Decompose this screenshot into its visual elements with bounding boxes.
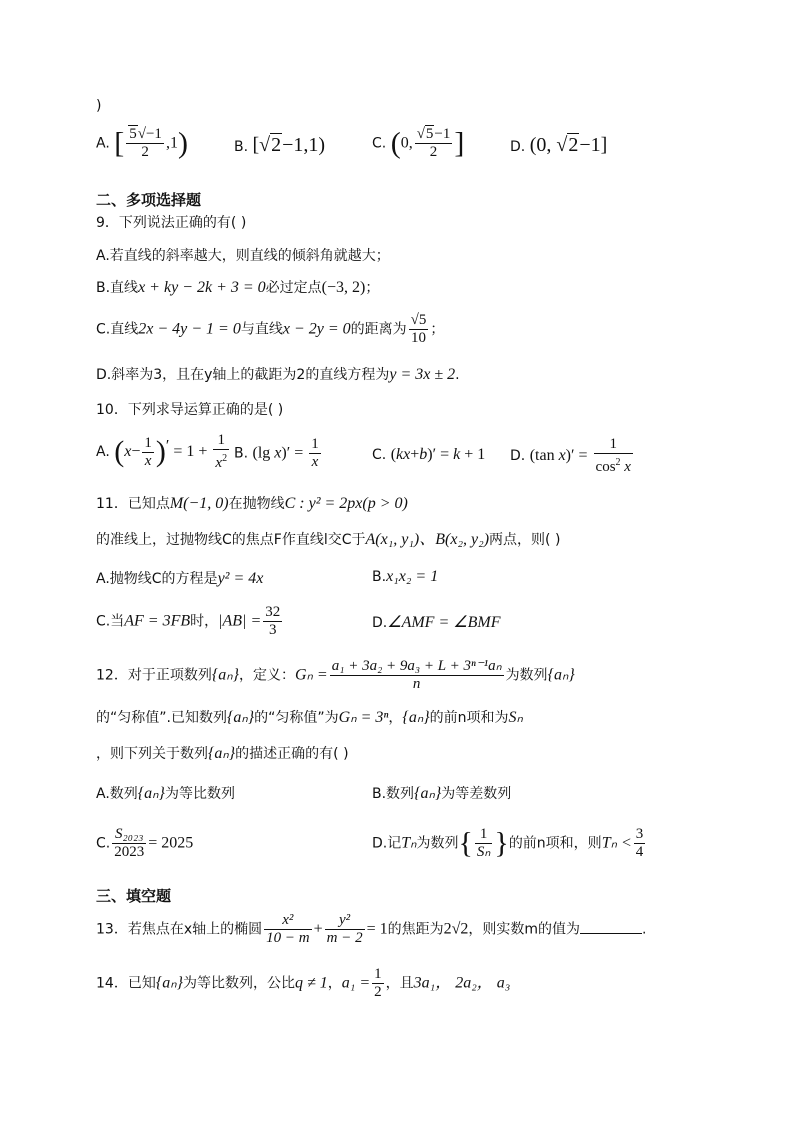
q13-answer-blank[interactable] bbox=[580, 919, 642, 934]
q9-option-d: D.斜率为3，且在y轴上的截距为2的直线方程为y = 3x ± 2. bbox=[96, 366, 460, 383]
q10-option-a: A. (x− $\frac{1}{x}$ )′ = 1 + $\frac{1}{x^2}$ bbox=[96, 432, 228, 471]
q12-g-fraction: $\frac{\text{a₁ + 3a₂ + 9a₃ + L + 3ⁿ⁻¹aₙ}}{n}$ bbox=[331, 658, 502, 692]
q9-distance-fraction: $\frac{√5}{10}$ bbox=[410, 312, 427, 346]
q11-option-b: B.x₁x₂ = 1 bbox=[372, 568, 439, 585]
q8-option-d: D. (0, √2−1] bbox=[510, 134, 608, 156]
q8-option-b: B. [√2−1,1) bbox=[234, 134, 326, 156]
q8-paren: ) bbox=[96, 98, 102, 114]
q12-s-fraction: $\frac{\text{S₂₀₂₃}}{2023}$ bbox=[114, 826, 145, 860]
q10-option-b: B. (lg x)′ = $\frac{1}{x}$ bbox=[234, 436, 319, 470]
q8-option-a-label: A. bbox=[96, 135, 110, 152]
q13-x-fraction: $\frac{\text{x²}}{10 - m}$ bbox=[266, 912, 310, 946]
q12-bound-fraction: $\frac{3}{4}$ bbox=[635, 826, 644, 860]
q9-option-c: C.直线2x − 4y − 1 = 0与直线x − 2y = 0的距离为 $\frac{√5}{10}$ ； bbox=[96, 312, 445, 346]
section-fill-in: 三、填空题 bbox=[96, 887, 172, 905]
q13-stem: 13．若焦点在x轴上的椭圆 $\frac{\text{x²}}{10 - m}$ + $\frac{\text{y²}}{m - 2}$ = 1的焦距为2√2，则实数m的值为 . bbox=[96, 912, 647, 946]
q12-option-d: D.记Tₙ为数列{ $\frac{1}{\text{Sₙ}}$ }的前n项和，则Tₙ < $\frac{3}{4}$ bbox=[372, 826, 644, 860]
q8-option-a: A. [ $\frac{5√-1}{2}$ ,1) bbox=[96, 126, 188, 160]
q11-option-d: D.∠AMF = ∠BMF bbox=[372, 614, 501, 631]
q12-option-a: A.数列{aₙ}为等比数列 bbox=[96, 785, 235, 802]
q12-reciprocal-fraction: $\frac{1}{\text{Sₙ}}$ bbox=[476, 826, 491, 860]
q10-option-d: D. (tan x)′ = $\frac{1}{\cos^2 x}$ bbox=[510, 436, 631, 475]
q8-option-b-label: B. bbox=[234, 139, 249, 155]
section-multi-choice: 二、多项选择题 bbox=[96, 191, 202, 209]
q11-option-a: A.抛物线C的方程是y² = 4x bbox=[96, 570, 264, 587]
q8-option-c-label: C. bbox=[372, 135, 387, 152]
q12-stem-line2: 的“匀称值”.已知数列{aₙ}的“匀称值”为Gₙ = 3ⁿ，{aₙ}的前n项和为Sₙ bbox=[96, 709, 523, 726]
q10-stem: 10．下列求导运算正确的是( ) bbox=[96, 402, 284, 418]
q13-y-fraction: $\frac{\text{y²}}{m - 2}$ bbox=[326, 912, 363, 946]
q14-a1-fraction: $\frac{1}{2}$ bbox=[374, 966, 382, 1000]
q11-stem-line2: 的准线上，过抛物线C的焦点F作直线l交C于A(x₁, y₁)、B(x₂, y₂)两点，则( ) bbox=[96, 531, 561, 548]
q9-stem: 9．下列说法正确的有( ) bbox=[96, 215, 247, 231]
q8-option-c: C. (0, $\frac{√5-1}{2}$ ] bbox=[372, 126, 465, 160]
q14-stem: 14．已知{aₙ}为等比数列，公比q ≠ 1，a₁ = $\frac{1}{2}$ ，且3a₁， 2a₂， a₃ bbox=[96, 966, 511, 1000]
q12-stem-line3: ，则下列关于数列{aₙ}的描述正确的有( ) bbox=[96, 745, 349, 762]
q12-option-b: B.数列{aₙ}为等差数列 bbox=[372, 785, 512, 802]
q11-option-c: C.当AF = 3FB时，|AB| = $\frac{32}{3}$ bbox=[96, 604, 281, 638]
q10-option-c: C. (kx+b)′ = k + 1 bbox=[372, 446, 486, 463]
q9-option-a: A.若直线的斜率越大，则直线的倾斜角就越大； bbox=[96, 248, 390, 264]
q9-option-b: B.直线x + ky − 2k + 3 = 0必过定点(−3, 2)； bbox=[96, 279, 380, 296]
q8-option-d-label: D. bbox=[510, 139, 526, 155]
q12-stem: 12．对于正项数列{aₙ}，定义：Gₙ = $\frac{\text{a₁ + 3a₂ + 9a₃ + L + 3ⁿ⁻¹aₙ}}{n}$ 为数列{aₙ} bbox=[96, 658, 575, 692]
q11-ab-fraction: $\frac{32}{3}$ bbox=[265, 604, 281, 638]
q12-option-c: C. $\frac{\text{S₂₀₂₃}}{2023}$ = 2025 bbox=[96, 826, 194, 860]
q11-stem: 11．已知点M(−1, 0)在抛物线C : y² = 2px(p > 0) bbox=[96, 495, 408, 512]
